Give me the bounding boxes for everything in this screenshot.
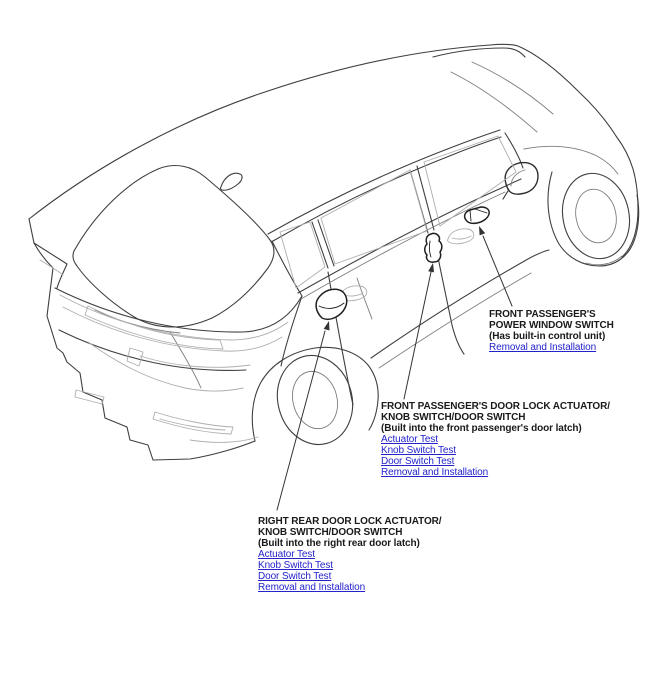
leader-rear-door-lock bbox=[277, 331, 325, 510]
callout-title-line: (Built into the front passenger's door latch) bbox=[381, 423, 582, 434]
drip-rail-lower bbox=[273, 137, 501, 241]
callout-title-line: POWER WINDOW SWITCH bbox=[489, 320, 614, 331]
front-door-lock-actuator-part bbox=[425, 233, 442, 262]
callout-title-line: KNOB SWITCH/DOOR SWITCH bbox=[258, 527, 403, 538]
bumper-reflector bbox=[153, 412, 233, 434]
rear-left-edge bbox=[29, 219, 53, 292]
arrowhead-power-window-switch bbox=[479, 226, 485, 235]
leader-front-door-lock bbox=[404, 272, 431, 399]
c-pillar-edge bbox=[272, 241, 302, 296]
link-removal-and-installation[interactable]: Removal and Installation bbox=[381, 467, 489, 478]
link-actuator-test[interactable]: Actuator Test bbox=[258, 549, 315, 560]
rear-wheel-arch bbox=[252, 347, 378, 441]
beltline bbox=[298, 179, 521, 293]
callout-front-door-lock-actuator bbox=[381, 401, 610, 478]
rear-glass bbox=[73, 166, 274, 327]
callout-title-line: FRONT PASSENGER'S bbox=[489, 309, 596, 320]
arrowhead-front-door-lock bbox=[428, 263, 434, 272]
link-knob-switch-test[interactable]: Knob Switch Test bbox=[258, 560, 333, 571]
callout-title-line: RIGHT REAR DOOR LOCK ACTUATOR/ bbox=[258, 516, 442, 527]
link-removal-and-installation[interactable]: Removal and Installation bbox=[258, 582, 366, 593]
callout-rear-door-lock-actuator bbox=[258, 516, 441, 593]
component-shapes bbox=[316, 207, 489, 319]
side-mirror bbox=[503, 163, 538, 199]
rear-door-window bbox=[321, 170, 427, 264]
b-pillar bbox=[410, 166, 434, 233]
roof-antenna bbox=[220, 173, 242, 190]
callout-title-line: FRONT PASSENGER'S DOOR LOCK ACTUATOR/ bbox=[381, 401, 610, 412]
front-tire bbox=[555, 167, 637, 265]
callout-title-line: (Built into the right rear door latch) bbox=[258, 538, 420, 549]
rear-bumper-outline bbox=[47, 292, 255, 460]
link-actuator-test[interactable]: Actuator Test bbox=[381, 434, 438, 445]
callout-title-line: KNOB SWITCH/DOOR SWITCH bbox=[381, 412, 526, 423]
hatch-lower-edge bbox=[59, 330, 246, 370]
link-removal-and-installation[interactable]: Removal and Installation bbox=[489, 342, 597, 353]
arrowhead-rear-door-lock bbox=[324, 321, 330, 331]
link-door-switch-test[interactable]: Door Switch Test bbox=[381, 456, 455, 467]
link-knob-switch-test[interactable]: Knob Switch Test bbox=[381, 445, 456, 456]
car-mid-details bbox=[95, 62, 622, 434]
callout-power-window-switch bbox=[489, 309, 614, 353]
quarter-window bbox=[280, 222, 325, 288]
callout-title-line: (Has built-in control unit) bbox=[489, 331, 606, 342]
car-body-outline bbox=[29, 44, 639, 460]
taillight-graphics bbox=[60, 295, 288, 340]
roof-silhouette bbox=[29, 44, 638, 257]
front-wheel-arch bbox=[548, 172, 639, 266]
link-door-switch-test[interactable]: Door Switch Test bbox=[258, 571, 332, 582]
